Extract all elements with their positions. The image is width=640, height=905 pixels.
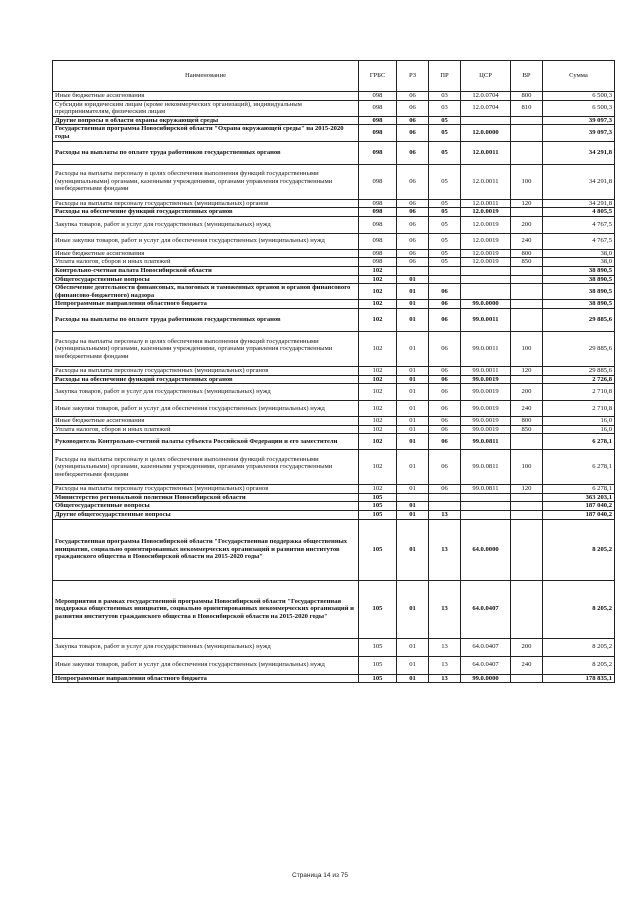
cell-pr: 03 [429, 92, 461, 101]
cell-sum: 16,0 [543, 425, 615, 434]
cell-name: Расходы на выплаты персоналу государственных (муниципальных) органов [53, 366, 359, 375]
cell-csr: 12.0.0704 [461, 92, 511, 101]
cell-pr: 05 [429, 208, 461, 217]
cell-name: Субсидии юридическим лицам (кроме некоммерческих организаций), индивидуальным предпринимателям, физическим лицам [53, 100, 359, 116]
cell-sum: 363 203,1 [543, 493, 615, 502]
cell-pr [429, 266, 461, 275]
cell-rz: 06 [397, 164, 429, 199]
cell-rz: 01 [397, 308, 429, 331]
cell-vr [511, 580, 543, 638]
cell-name: Руководитель Контрольно-счетной палаты субъекта Российской Федерации и его заместители [53, 434, 359, 450]
cell-sum: 8 205,2 [543, 638, 615, 656]
cell-rz: 01 [397, 434, 429, 450]
cell-sum: 38 890,5 [543, 266, 615, 275]
cell-name: Расходы на выплаты персоналу в целях обеспечения выполнения функций государственными (муниципальными) органами, казенными учреждениями, органами управления государственными внебюджетными фондами [53, 164, 359, 199]
cell-pr [429, 275, 461, 284]
table-row [53, 493, 615, 502]
cell-csr: 99.0.0011 [461, 366, 511, 375]
cell-rz: 06 [397, 233, 429, 249]
table-row [53, 638, 615, 656]
cell-csr: 99.0.0811 [461, 485, 511, 494]
cell-name: Государственная программа Новосибирской области "Охрана окружающей среды" на 2015-2020 годы [53, 125, 359, 141]
cell-vr [511, 511, 543, 520]
table-row [53, 300, 615, 309]
cell-sum: 34 291,8 [543, 199, 615, 208]
table-row [53, 308, 615, 331]
cell-pr: 05 [429, 116, 461, 125]
cell-name: Непрограммные направления областного бюджета [53, 674, 359, 683]
cell-name: Иные бюджетные ассигнования [53, 249, 359, 258]
cell-vr: 120 [511, 485, 543, 494]
cell-grbs: 105 [359, 674, 397, 683]
cell-csr: 12.0.0704 [461, 100, 511, 116]
cell-vr: 810 [511, 100, 543, 116]
cell-rz: 01 [397, 331, 429, 366]
cell-vr [511, 502, 543, 511]
budget-table [52, 60, 615, 683]
cell-csr: 64.0.0407 [461, 580, 511, 638]
header-csr: ЦСР [461, 61, 511, 92]
cell-sum: 178 835,1 [543, 674, 615, 683]
cell-grbs: 102 [359, 401, 397, 417]
cell-name: Расходы на обеспечение функций государственных органов [53, 375, 359, 384]
cell-csr: 64.0.0407 [461, 656, 511, 674]
cell-name: Общегосударственные вопросы [53, 275, 359, 284]
table-row [53, 502, 615, 511]
cell-csr: 99.0.0019 [461, 425, 511, 434]
cell-grbs: 102 [359, 485, 397, 494]
cell-rz: 06 [397, 116, 429, 125]
cell-rz: 06 [397, 199, 429, 208]
cell-grbs: 105 [359, 493, 397, 502]
cell-name: Иные закупки товаров, работ и услуг для обеспечения государственных (муниципальных) нужд [53, 401, 359, 417]
cell-grbs: 098 [359, 233, 397, 249]
cell-name: Другие вопросы в области охраны окружающей среды [53, 116, 359, 125]
cell-pr: 05 [429, 164, 461, 199]
table-row [53, 331, 615, 366]
cell-csr: 99.0.0019 [461, 384, 511, 401]
table-body [53, 92, 615, 683]
cell-rz: 01 [397, 401, 429, 417]
cell-name: Закупка товаров, работ и услуг для государственных (муниципальных) нужд [53, 638, 359, 656]
cell-name: Закупка товаров, работ и услуг для государственных (муниципальных) нужд [53, 384, 359, 401]
cell-name: Иные бюджетные ассигнования [53, 92, 359, 101]
cell-sum: 8 205,2 [543, 519, 615, 580]
cell-name: Непрограммные направления областного бюджета [53, 300, 359, 309]
cell-name: Уплата налогов, сборов и иных платежей [53, 425, 359, 434]
cell-rz: 01 [397, 275, 429, 284]
cell-grbs: 102 [359, 450, 397, 485]
cell-name: Другие общегосударственные вопросы [53, 511, 359, 520]
cell-grbs: 102 [359, 275, 397, 284]
cell-pr: 06 [429, 366, 461, 375]
cell-vr: 240 [511, 656, 543, 674]
cell-sum: 39 097,3 [543, 125, 615, 141]
cell-vr [511, 300, 543, 309]
cell-vr [511, 519, 543, 580]
cell-grbs: 105 [359, 502, 397, 511]
table-row [53, 656, 615, 674]
cell-name: Расходы на выплаты персоналу государственных (муниципальных) органов [53, 485, 359, 494]
cell-name: Иные закупки товаров, работ и услуг для обеспечения государственных (муниципальных) нужд [53, 233, 359, 249]
cell-name: Иные закупки товаров, работ и услуг для обеспечения государственных (муниципальных) нужд [53, 656, 359, 674]
cell-pr: 05 [429, 249, 461, 258]
table-row [53, 511, 615, 520]
cell-name: Иные бюджетные ассигнования [53, 417, 359, 426]
header-rz: РЗ [397, 61, 429, 92]
cell-vr: 100 [511, 164, 543, 199]
cell-grbs: 102 [359, 375, 397, 384]
cell-vr [511, 116, 543, 125]
cell-sum: 2 710,8 [543, 401, 615, 417]
cell-pr: 06 [429, 384, 461, 401]
cell-vr: 200 [511, 384, 543, 401]
table-row [53, 485, 615, 494]
cell-grbs: 102 [359, 308, 397, 331]
cell-pr: 05 [429, 258, 461, 267]
cell-rz: 06 [397, 258, 429, 267]
cell-sum: 16,0 [543, 417, 615, 426]
cell-vr [511, 674, 543, 683]
cell-name: Уплата налогов, сборов и иных платежей [53, 258, 359, 267]
cell-sum: 2 710,8 [543, 384, 615, 401]
cell-pr: 06 [429, 375, 461, 384]
cell-grbs: 105 [359, 656, 397, 674]
cell-rz: 06 [397, 125, 429, 141]
cell-name: Расходы на выплаты по оплате труда работников государственных органов [53, 308, 359, 331]
table-row [53, 519, 615, 580]
cell-rz: 01 [397, 674, 429, 683]
cell-csr: 12.0.0011 [461, 164, 511, 199]
cell-grbs: 098 [359, 258, 397, 267]
cell-sum: 2 726,8 [543, 375, 615, 384]
cell-csr: 12.0.0000 [461, 125, 511, 141]
cell-csr: 99.0.0019 [461, 375, 511, 384]
cell-grbs: 102 [359, 331, 397, 366]
table-row [53, 366, 615, 375]
cell-rz: 06 [397, 141, 429, 164]
cell-sum: 34 291,8 [543, 141, 615, 164]
cell-name: Закупка товаров, работ и услуг для государственных (муниципальных) нужд [53, 216, 359, 233]
cell-vr: 850 [511, 258, 543, 267]
cell-sum: 187 040,2 [543, 511, 615, 520]
cell-grbs: 098 [359, 216, 397, 233]
cell-pr: 06 [429, 417, 461, 426]
table-row [53, 417, 615, 426]
cell-rz: 06 [397, 249, 429, 258]
cell-rz: 01 [397, 580, 429, 638]
cell-csr [461, 493, 511, 502]
cell-name: Расходы на выплаты персоналу в целях обеспечения выполнения функций государственными (муниципальными) органами, казенными учреждениями, органами управления государственными внебюджетными фондами [53, 450, 359, 485]
cell-vr: 100 [511, 331, 543, 366]
cell-pr: 13 [429, 511, 461, 520]
cell-vr [511, 434, 543, 450]
cell-pr: 05 [429, 199, 461, 208]
table-row [53, 249, 615, 258]
cell-name: Расходы на выплаты по оплате труда работников государственных органов [53, 141, 359, 164]
cell-csr: 12.0.0019 [461, 249, 511, 258]
cell-vr: 100 [511, 450, 543, 485]
cell-grbs: 105 [359, 638, 397, 656]
table-row [53, 375, 615, 384]
cell-rz [397, 266, 429, 275]
cell-sum: 38,0 [543, 258, 615, 267]
cell-sum: 38 890,5 [543, 284, 615, 300]
cell-grbs: 102 [359, 417, 397, 426]
cell-csr: 99.0.0019 [461, 417, 511, 426]
cell-csr [461, 116, 511, 125]
cell-pr: 06 [429, 284, 461, 300]
cell-vr: 240 [511, 233, 543, 249]
table-row [53, 216, 615, 233]
table-row [53, 425, 615, 434]
cell-grbs: 098 [359, 249, 397, 258]
cell-csr: 12.0.0011 [461, 141, 511, 164]
table-row [53, 92, 615, 101]
cell-grbs: 102 [359, 366, 397, 375]
cell-sum: 6 278,1 [543, 485, 615, 494]
cell-sum: 8 205,2 [543, 580, 615, 638]
cell-csr: 64.0.0000 [461, 519, 511, 580]
cell-grbs: 102 [359, 434, 397, 450]
table-row [53, 164, 615, 199]
cell-name: Общегосударственные вопросы [53, 502, 359, 511]
cell-rz: 01 [397, 284, 429, 300]
cell-grbs: 098 [359, 125, 397, 141]
cell-csr: 12.0.0019 [461, 258, 511, 267]
cell-grbs: 098 [359, 164, 397, 199]
table-row [53, 233, 615, 249]
cell-csr: 99.0.0811 [461, 450, 511, 485]
cell-rz: 01 [397, 300, 429, 309]
cell-sum: 6 278,1 [543, 450, 615, 485]
cell-pr: 05 [429, 141, 461, 164]
cell-pr: 05 [429, 233, 461, 249]
cell-csr [461, 275, 511, 284]
cell-name: Расходы на обеспечение функций государственных органов [53, 208, 359, 217]
cell-grbs: 105 [359, 580, 397, 638]
cell-csr: 12.0.0011 [461, 199, 511, 208]
cell-rz: 01 [397, 485, 429, 494]
cell-vr: 800 [511, 417, 543, 426]
cell-csr [461, 511, 511, 520]
cell-sum: 29 885,6 [543, 366, 615, 375]
cell-rz: 01 [397, 519, 429, 580]
cell-sum: 6 500,3 [543, 100, 615, 116]
table-row [53, 125, 615, 141]
header-name: Наименование [53, 61, 359, 92]
cell-csr: 12.0.0019 [461, 233, 511, 249]
table-row [53, 384, 615, 401]
table-row [53, 284, 615, 300]
cell-pr: 06 [429, 401, 461, 417]
table-row [53, 199, 615, 208]
cell-pr: 06 [429, 425, 461, 434]
cell-csr [461, 284, 511, 300]
table-header-row [53, 61, 615, 92]
cell-grbs: 098 [359, 92, 397, 101]
cell-pr: 06 [429, 450, 461, 485]
cell-pr: 13 [429, 519, 461, 580]
cell-csr: 99.0.0811 [461, 434, 511, 450]
cell-grbs: 102 [359, 300, 397, 309]
table-row [53, 275, 615, 284]
cell-vr [511, 284, 543, 300]
cell-rz: 01 [397, 638, 429, 656]
cell-grbs: 105 [359, 519, 397, 580]
table-row [53, 434, 615, 450]
cell-rz: 01 [397, 375, 429, 384]
cell-name: Государственная программа Новосибирской области "Государственная поддержка общественных инициатив, социально ориентированных некоммерческих организаций и развития институтов гражданского общества в Новосибирской области на 2015-2020 годы" [53, 519, 359, 580]
table-row [53, 266, 615, 275]
cell-csr: 99.0.0019 [461, 401, 511, 417]
cell-csr: 12.0.0019 [461, 216, 511, 233]
cell-pr: 13 [429, 674, 461, 683]
cell-grbs: 098 [359, 208, 397, 217]
cell-name: Мероприятия в рамках государственной программы Новосибирской области "Государственная поддержка общественных инициатив, социально ориентированных некоммерческих организаций и развития институтов гражданского общества в Новосибирской области на 2015-2020 годы" [53, 580, 359, 638]
cell-pr: 06 [429, 300, 461, 309]
cell-pr: 06 [429, 485, 461, 494]
cell-csr [461, 266, 511, 275]
table-row [53, 401, 615, 417]
cell-grbs: 102 [359, 266, 397, 275]
cell-name: Министерство региональной политики Новосибирской области [53, 493, 359, 502]
cell-grbs: 098 [359, 141, 397, 164]
table-row [53, 450, 615, 485]
cell-pr: 05 [429, 125, 461, 141]
page-number: Страница 14 из 75 [292, 872, 348, 879]
cell-pr: 13 [429, 580, 461, 638]
table-row [53, 258, 615, 267]
header-grbs: ГРБС [359, 61, 397, 92]
cell-rz: 01 [397, 425, 429, 434]
cell-vr [511, 125, 543, 141]
cell-grbs: 098 [359, 116, 397, 125]
cell-sum: 4 805,5 [543, 208, 615, 217]
cell-sum: 38,0 [543, 249, 615, 258]
cell-sum: 8 205,2 [543, 656, 615, 674]
cell-vr [511, 266, 543, 275]
cell-csr: 99.0.0000 [461, 300, 511, 309]
cell-name: Обеспечение деятельности финансовых, налоговых и таможенных органов и органов финансового (финансово-бюджетного) надзора [53, 284, 359, 300]
cell-grbs: 102 [359, 284, 397, 300]
cell-name: Контрольно-счетная палата Новосибирской области [53, 266, 359, 275]
cell-sum: 29 885,6 [543, 308, 615, 331]
cell-pr [429, 493, 461, 502]
cell-sum: 6 500,3 [543, 92, 615, 101]
cell-sum: 34 291,8 [543, 164, 615, 199]
cell-sum: 29 885,6 [543, 331, 615, 366]
cell-rz: 06 [397, 92, 429, 101]
cell-pr: 06 [429, 331, 461, 366]
cell-name: Расходы на выплаты персоналу государственных (муниципальных) органов [53, 199, 359, 208]
cell-vr [511, 493, 543, 502]
cell-grbs: 098 [359, 100, 397, 116]
table-row [53, 674, 615, 683]
cell-pr: 03 [429, 100, 461, 116]
table-row [53, 116, 615, 125]
table-row [53, 580, 615, 638]
cell-pr: 13 [429, 638, 461, 656]
cell-sum: 4 767,5 [543, 216, 615, 233]
cell-csr: 99.0.0000 [461, 674, 511, 683]
cell-rz: 01 [397, 450, 429, 485]
cell-vr [511, 308, 543, 331]
cell-csr: 12.0.0019 [461, 208, 511, 217]
header-vr: ВР [511, 61, 543, 92]
cell-sum: 4 767,5 [543, 233, 615, 249]
cell-rz: 01 [397, 384, 429, 401]
cell-pr [429, 502, 461, 511]
cell-sum: 38 890,5 [543, 300, 615, 309]
cell-pr: 05 [429, 216, 461, 233]
cell-rz: 01 [397, 511, 429, 520]
table-row [53, 100, 615, 116]
cell-vr: 800 [511, 249, 543, 258]
cell-csr: 99.0.0011 [461, 308, 511, 331]
cell-rz: 06 [397, 216, 429, 233]
cell-vr [511, 375, 543, 384]
header-sum: Сумма [543, 61, 615, 92]
cell-grbs: 102 [359, 425, 397, 434]
cell-vr: 850 [511, 425, 543, 434]
cell-vr: 120 [511, 366, 543, 375]
cell-vr: 200 [511, 638, 543, 656]
cell-pr: 06 [429, 308, 461, 331]
cell-rz: 06 [397, 100, 429, 116]
cell-vr [511, 141, 543, 164]
cell-sum: 6 278,1 [543, 434, 615, 450]
cell-csr: 99.0.0011 [461, 331, 511, 366]
cell-pr: 06 [429, 434, 461, 450]
cell-vr: 200 [511, 216, 543, 233]
cell-vr: 120 [511, 199, 543, 208]
cell-sum: 187 040,2 [543, 502, 615, 511]
cell-rz: 06 [397, 208, 429, 217]
table-row [53, 208, 615, 217]
cell-rz: 01 [397, 656, 429, 674]
cell-rz: 01 [397, 417, 429, 426]
cell-grbs: 105 [359, 511, 397, 520]
cell-vr [511, 208, 543, 217]
cell-name: Расходы на выплаты персоналу в целях обеспечения выполнения функций государственными (муниципальными) органами, казенными учреждениями, органами управления государственными внебюджетными фондами [53, 331, 359, 366]
cell-sum: 39 097,3 [543, 116, 615, 125]
cell-grbs: 102 [359, 384, 397, 401]
cell-grbs: 098 [359, 199, 397, 208]
cell-csr [461, 502, 511, 511]
cell-rz [397, 493, 429, 502]
cell-pr: 13 [429, 656, 461, 674]
header-pr: ПР [429, 61, 461, 92]
cell-vr: 800 [511, 92, 543, 101]
cell-vr [511, 275, 543, 284]
cell-rz: 01 [397, 366, 429, 375]
cell-vr: 240 [511, 401, 543, 417]
table-row [53, 141, 615, 164]
cell-rz: 01 [397, 502, 429, 511]
cell-csr: 64.0.0407 [461, 638, 511, 656]
cell-sum: 38 890,5 [543, 275, 615, 284]
